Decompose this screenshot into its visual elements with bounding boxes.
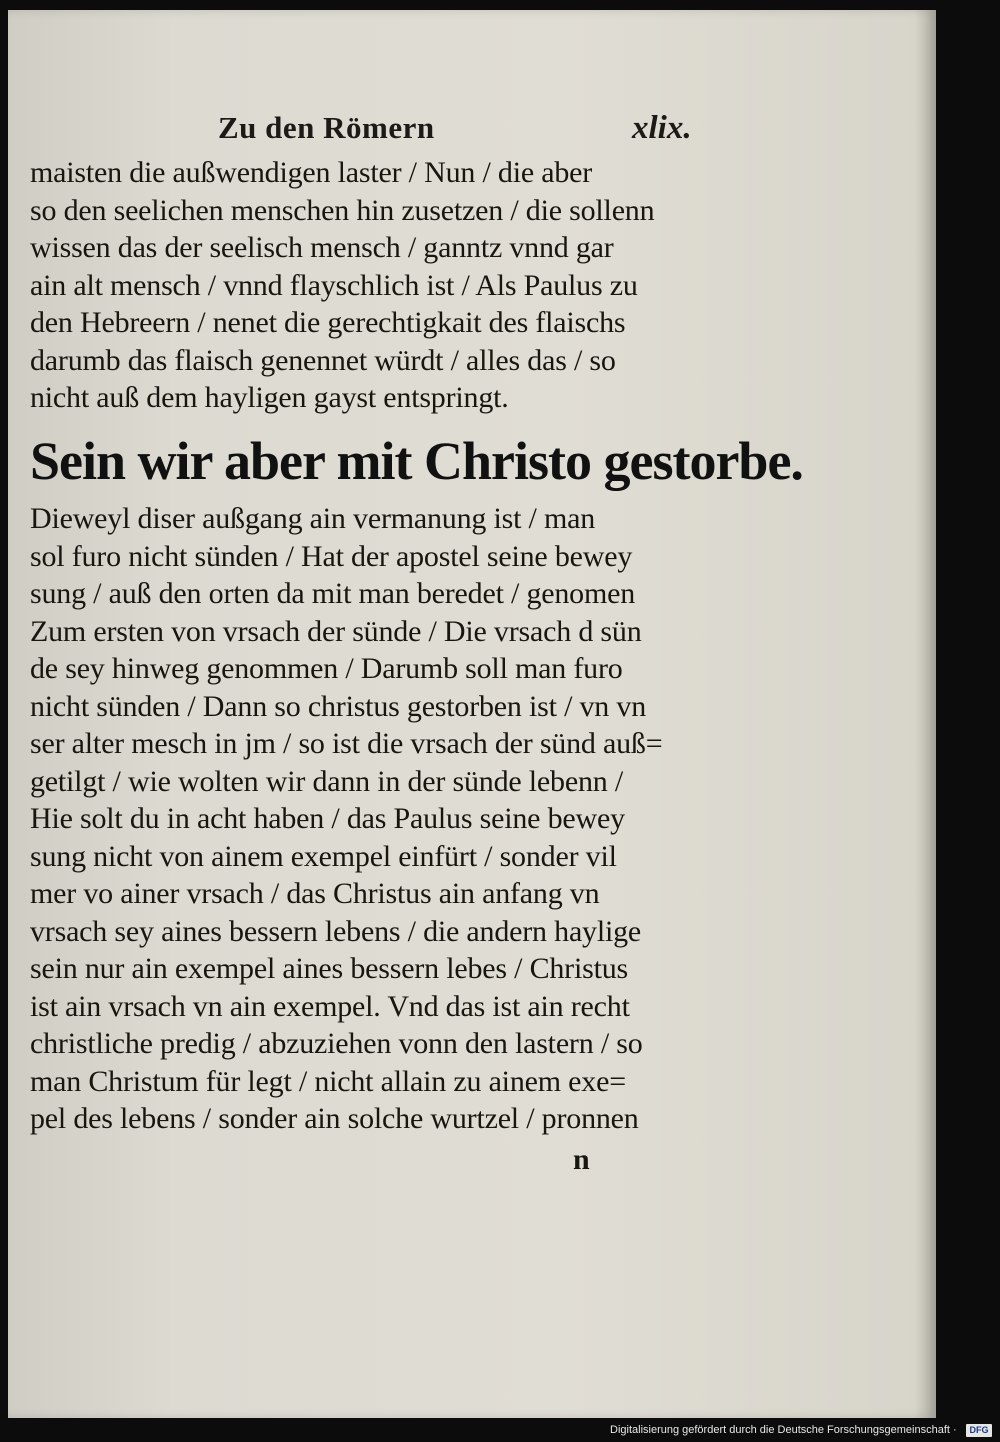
text-line: de sey hinweg genommen / Darumb soll man furo: [30, 652, 623, 685]
digitization-credit: Digitalisierung gefördert durch die Deutsche Forschungsgemeinschaft ·: [610, 1424, 957, 1436]
text-line: pel des lebens / sonder ain solche wurtzel / pronnen: [30, 1102, 639, 1135]
text-line: maisten die außwendigen laster / Nun / die aber: [30, 156, 593, 189]
text-line: mer vo ainer vrsach / das Christus ain anfang vn: [30, 877, 600, 910]
text-line: getilgt / wie wolten wir dann in der sünde lebenn /: [30, 764, 623, 798]
book-page: [8, 10, 936, 1418]
text-block-2: [30, 500, 692, 1138]
text-line: Zum ersten von vrsach der sünde / Die vrsach d sün: [30, 614, 642, 648]
text-line: nicht sünden / Dann so christus gestorben ist / vn vn: [30, 689, 647, 723]
folio-number: xlix.: [632, 110, 692, 146]
text-line: sung / auß den orten da mit man beredet / genomen: [30, 577, 636, 610]
text-line: Hie solt du in acht haben / das Paulus seine bewey: [30, 802, 625, 835]
text-line: ain alt mensch / vnnd flayschlich ist / Als Paulus zu: [30, 268, 638, 302]
text-block-1: [30, 154, 692, 417]
text-line: Dieweyl diser außgang ain vermanung ist / man: [30, 502, 596, 535]
text-line: vrsach sey aines bessern lebens / die andern haylige: [30, 914, 642, 948]
running-head: Zu den Römern: [218, 110, 435, 145]
dfg-logo-icon: DFG: [966, 1424, 992, 1437]
text-line: nicht auß dem hayligen gayst entspringt.: [30, 381, 509, 414]
text-line: wissen das der seelisch mensch / ganntz vnnd gar: [30, 231, 614, 264]
signature-mark: n: [573, 1143, 590, 1176]
text-line: man Christum für legt / nicht allain zu ainem exe=: [30, 1064, 626, 1098]
section-heading: Sein wir aber mit Christo gestorbe.: [30, 431, 803, 491]
text-line: darumb das flaisch genennet würdt / alles das / so: [30, 343, 616, 377]
text-line: so den seelichen menschen hin zusetzen / die sollenn: [30, 193, 655, 227]
text-line: sol furo nicht sünden / Hat der apostel seine bewey: [30, 539, 633, 573]
text-line: den Hebreern / nenet die gerechtigkait des flaischs: [30, 306, 626, 339]
text-line: christliche predig / abzuziehen vonn den lastern / so: [30, 1027, 643, 1060]
page-binding-shadow: [914, 10, 936, 1418]
text-line: ser alter mesch in jm / so ist die vrsach der sünd auß=: [30, 727, 663, 760]
text-line: ist ain vrsach vn ain exempel. Vnd das ist ain recht: [30, 989, 630, 1023]
text-line: sein nur ain exempel aines bessern lebes / Christus: [30, 952, 628, 985]
text-line: sung nicht von ainem exempel einfürt / sonder vil: [30, 839, 617, 873]
